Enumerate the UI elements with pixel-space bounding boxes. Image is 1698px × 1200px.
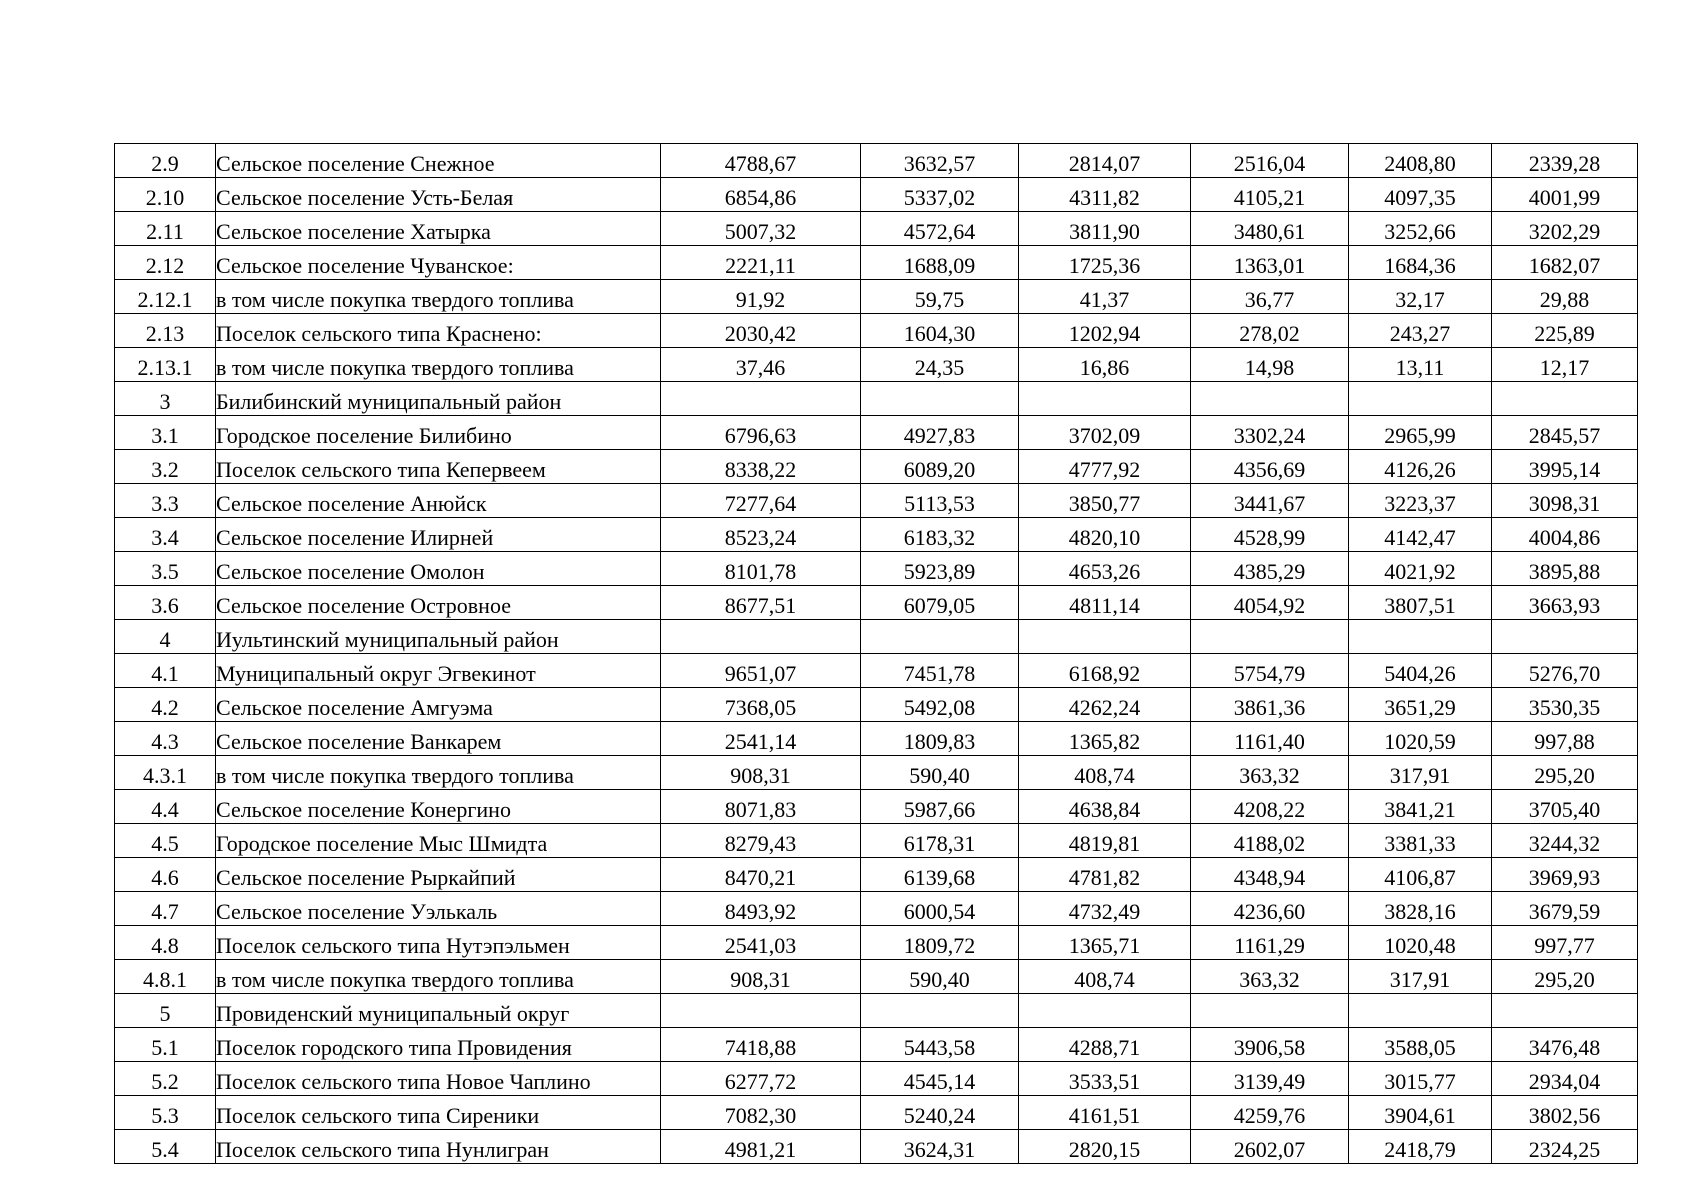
row-number-cell: 2.13.1 xyxy=(115,348,216,382)
value-cell: 997,88 xyxy=(1492,722,1638,756)
value-cell: 408,74 xyxy=(1019,756,1191,790)
value-cell: 29,88 xyxy=(1492,280,1638,314)
value-cell: 3381,33 xyxy=(1349,824,1492,858)
value-cell: 4001,99 xyxy=(1492,178,1638,212)
value-cell: 3895,88 xyxy=(1492,552,1638,586)
row-number-cell: 3.4 xyxy=(115,518,216,552)
value-cell xyxy=(1349,382,1492,416)
value-cell: 3302,24 xyxy=(1191,416,1349,450)
settlement-name-cell: Сельское поселение Ванкарем xyxy=(216,722,661,756)
value-cell: 3480,61 xyxy=(1191,212,1349,246)
value-cell: 3252,66 xyxy=(1349,212,1492,246)
row-number-cell: 2.10 xyxy=(115,178,216,212)
value-cell: 6000,54 xyxy=(861,892,1019,926)
value-cell: 37,46 xyxy=(661,348,861,382)
value-cell: 4161,51 xyxy=(1019,1096,1191,1130)
value-cell: 6139,68 xyxy=(861,858,1019,892)
value-cell: 4528,99 xyxy=(1191,518,1349,552)
row-number-cell: 4.5 xyxy=(115,824,216,858)
value-cell: 6089,20 xyxy=(861,450,1019,484)
table-row xyxy=(115,484,1638,518)
value-cell: 3202,29 xyxy=(1492,212,1638,246)
value-cell: 2221,11 xyxy=(661,246,861,280)
table-row xyxy=(115,586,1638,620)
value-cell: 3588,05 xyxy=(1349,1028,1492,1062)
value-cell: 5113,53 xyxy=(861,484,1019,518)
value-cell: 2030,42 xyxy=(661,314,861,348)
value-cell: 7277,64 xyxy=(661,484,861,518)
value-cell: 5337,02 xyxy=(861,178,1019,212)
table-row xyxy=(115,450,1638,484)
row-number-cell: 4.3.1 xyxy=(115,756,216,790)
settlement-name-cell: Поселок сельского типа Нунлигран xyxy=(216,1130,661,1164)
value-cell: 3841,21 xyxy=(1349,790,1492,824)
value-cell: 4732,49 xyxy=(1019,892,1191,926)
value-cell: 1020,59 xyxy=(1349,722,1492,756)
value-cell xyxy=(861,620,1019,654)
value-cell xyxy=(1191,620,1349,654)
settlement-name-cell: Поселок сельского типа Сиреники xyxy=(216,1096,661,1130)
settlement-name-cell: Сельское поселение Островное xyxy=(216,586,661,620)
value-cell: 363,32 xyxy=(1191,756,1349,790)
table-row xyxy=(115,620,1638,654)
row-number-cell: 4.6 xyxy=(115,858,216,892)
settlement-name-cell: Сельское поселение Усть-Белая xyxy=(216,178,661,212)
value-cell: 2934,04 xyxy=(1492,1062,1638,1096)
value-cell: 2814,07 xyxy=(1019,144,1191,178)
row-number-cell: 3.3 xyxy=(115,484,216,518)
value-cell xyxy=(1492,382,1638,416)
value-cell: 7082,30 xyxy=(661,1096,861,1130)
settlement-name-cell: Городское поселение Билибино xyxy=(216,416,661,450)
settlement-name-cell: Поселок городского типа Провидения xyxy=(216,1028,661,1062)
value-cell: 5404,26 xyxy=(1349,654,1492,688)
value-cell: 4188,02 xyxy=(1191,824,1349,858)
value-cell: 278,02 xyxy=(1191,314,1349,348)
value-cell: 4819,81 xyxy=(1019,824,1191,858)
settlement-name-cell: Сельское поселение Амгуэма xyxy=(216,688,661,722)
table-row xyxy=(115,1028,1638,1062)
value-cell: 3705,40 xyxy=(1492,790,1638,824)
value-cell: 3624,31 xyxy=(861,1130,1019,1164)
value-cell: 3811,90 xyxy=(1019,212,1191,246)
row-number-cell: 4.4 xyxy=(115,790,216,824)
value-cell: 2845,57 xyxy=(1492,416,1638,450)
value-cell: 6277,72 xyxy=(661,1062,861,1096)
value-cell: 590,40 xyxy=(861,756,1019,790)
value-cell: 4348,94 xyxy=(1191,858,1349,892)
table-row xyxy=(115,1096,1638,1130)
table-row xyxy=(115,994,1638,1028)
value-cell: 4236,60 xyxy=(1191,892,1349,926)
value-cell: 4820,10 xyxy=(1019,518,1191,552)
row-number-cell: 4.3 xyxy=(115,722,216,756)
value-cell: 2820,15 xyxy=(1019,1130,1191,1164)
settlement-name-cell: Городское поселение Мыс Шмидта xyxy=(216,824,661,858)
settlement-name-cell: Провиденский муниципальный округ xyxy=(216,994,661,1028)
value-cell: 5754,79 xyxy=(1191,654,1349,688)
value-cell: 4126,26 xyxy=(1349,450,1492,484)
row-number-cell: 5.4 xyxy=(115,1130,216,1164)
table-row xyxy=(115,892,1638,926)
row-number-cell: 3.2 xyxy=(115,450,216,484)
value-cell: 4356,69 xyxy=(1191,450,1349,484)
value-cell: 5276,70 xyxy=(1492,654,1638,688)
value-cell: 3802,56 xyxy=(1492,1096,1638,1130)
row-number-cell: 3.5 xyxy=(115,552,216,586)
value-cell: 6178,31 xyxy=(861,824,1019,858)
value-cell: 1161,40 xyxy=(1191,722,1349,756)
table-row xyxy=(115,552,1638,586)
value-cell: 997,77 xyxy=(1492,926,1638,960)
table-row xyxy=(115,212,1638,246)
value-cell: 3533,51 xyxy=(1019,1062,1191,1096)
value-cell: 8677,51 xyxy=(661,586,861,620)
value-cell: 5007,32 xyxy=(661,212,861,246)
value-cell: 2965,99 xyxy=(1349,416,1492,450)
settlement-name-cell: в том числе покупка твердого топлива xyxy=(216,756,661,790)
value-cell: 4004,86 xyxy=(1492,518,1638,552)
table-row xyxy=(115,416,1638,450)
value-cell: 4262,24 xyxy=(1019,688,1191,722)
value-cell xyxy=(1349,994,1492,1028)
value-cell: 3807,51 xyxy=(1349,586,1492,620)
value-cell: 8470,21 xyxy=(661,858,861,892)
value-cell xyxy=(661,382,861,416)
table-row xyxy=(115,858,1638,892)
value-cell: 4142,47 xyxy=(1349,518,1492,552)
value-cell: 3850,77 xyxy=(1019,484,1191,518)
value-cell: 3098,31 xyxy=(1492,484,1638,518)
value-cell: 13,11 xyxy=(1349,348,1492,382)
value-cell: 3679,59 xyxy=(1492,892,1638,926)
value-cell: 4638,84 xyxy=(1019,790,1191,824)
value-cell: 1809,83 xyxy=(861,722,1019,756)
value-cell: 4777,92 xyxy=(1019,450,1191,484)
value-cell: 4781,82 xyxy=(1019,858,1191,892)
value-cell xyxy=(861,994,1019,1028)
value-cell: 91,92 xyxy=(661,280,861,314)
value-cell: 1161,29 xyxy=(1191,926,1349,960)
value-cell: 2602,07 xyxy=(1191,1130,1349,1164)
row-number-cell: 4 xyxy=(115,620,216,654)
value-cell: 8338,22 xyxy=(661,450,861,484)
value-cell: 2516,04 xyxy=(1191,144,1349,178)
value-cell: 8493,92 xyxy=(661,892,861,926)
table-row xyxy=(115,246,1638,280)
value-cell: 8101,78 xyxy=(661,552,861,586)
value-cell: 590,40 xyxy=(861,960,1019,994)
value-cell: 3969,93 xyxy=(1492,858,1638,892)
value-cell: 3663,93 xyxy=(1492,586,1638,620)
row-number-cell: 5.2 xyxy=(115,1062,216,1096)
value-cell: 1365,82 xyxy=(1019,722,1191,756)
value-cell: 8071,83 xyxy=(661,790,861,824)
value-cell: 8523,24 xyxy=(661,518,861,552)
value-cell xyxy=(1492,994,1638,1028)
value-cell: 16,86 xyxy=(1019,348,1191,382)
table-row xyxy=(115,960,1638,994)
value-cell: 2541,14 xyxy=(661,722,861,756)
value-cell xyxy=(1019,620,1191,654)
settlement-name-cell: Сельское поселение Рыркайпий xyxy=(216,858,661,892)
value-cell: 1725,36 xyxy=(1019,246,1191,280)
table-row xyxy=(115,518,1638,552)
value-cell: 4208,22 xyxy=(1191,790,1349,824)
value-cell: 3995,14 xyxy=(1492,450,1638,484)
settlement-name-cell: в том числе покупка твердого топлива xyxy=(216,348,661,382)
value-cell: 1363,01 xyxy=(1191,246,1349,280)
value-cell: 295,20 xyxy=(1492,960,1638,994)
value-cell: 2408,80 xyxy=(1349,144,1492,178)
table-row xyxy=(115,314,1638,348)
table-row xyxy=(115,790,1638,824)
value-cell: 59,75 xyxy=(861,280,1019,314)
settlement-name-cell: Сельское поселение Анюйск xyxy=(216,484,661,518)
value-cell: 3651,29 xyxy=(1349,688,1492,722)
value-cell: 317,91 xyxy=(1349,756,1492,790)
row-number-cell: 2.12.1 xyxy=(115,280,216,314)
value-cell: 1020,48 xyxy=(1349,926,1492,960)
value-cell: 363,32 xyxy=(1191,960,1349,994)
value-cell: 6183,32 xyxy=(861,518,1019,552)
value-cell: 1682,07 xyxy=(1492,246,1638,280)
row-number-cell: 3 xyxy=(115,382,216,416)
value-cell: 7368,05 xyxy=(661,688,861,722)
value-cell: 6079,05 xyxy=(861,586,1019,620)
value-cell: 3441,67 xyxy=(1191,484,1349,518)
table-row xyxy=(115,756,1638,790)
value-cell: 32,17 xyxy=(1349,280,1492,314)
row-number-cell: 5 xyxy=(115,994,216,1028)
row-number-cell: 5.3 xyxy=(115,1096,216,1130)
settlement-name-cell: Поселок сельского типа Кепервеем xyxy=(216,450,661,484)
value-cell xyxy=(661,994,861,1028)
settlement-name-cell: Сельское поселение Илирней xyxy=(216,518,661,552)
table-row xyxy=(115,824,1638,858)
table-body xyxy=(115,144,1638,1164)
value-cell: 3702,09 xyxy=(1019,416,1191,450)
row-number-cell: 4.1 xyxy=(115,654,216,688)
table-row xyxy=(115,1130,1638,1164)
value-cell: 4021,92 xyxy=(1349,552,1492,586)
value-cell: 908,31 xyxy=(661,960,861,994)
value-cell: 908,31 xyxy=(661,756,861,790)
value-cell: 3904,61 xyxy=(1349,1096,1492,1130)
settlement-name-cell: Билибинский муниципальный район xyxy=(216,382,661,416)
value-cell: 1202,94 xyxy=(1019,314,1191,348)
value-cell: 7418,88 xyxy=(661,1028,861,1062)
table-row xyxy=(115,144,1638,178)
settlement-name-cell: в том числе покупка твердого топлива xyxy=(216,280,661,314)
value-cell: 4311,82 xyxy=(1019,178,1191,212)
table-row xyxy=(115,926,1638,960)
value-cell: 3244,32 xyxy=(1492,824,1638,858)
table-row xyxy=(115,654,1638,688)
value-cell: 3223,37 xyxy=(1349,484,1492,518)
value-cell: 4106,87 xyxy=(1349,858,1492,892)
row-number-cell: 2.11 xyxy=(115,212,216,246)
value-cell: 2418,79 xyxy=(1349,1130,1492,1164)
value-cell: 1684,36 xyxy=(1349,246,1492,280)
value-cell xyxy=(1019,382,1191,416)
value-cell: 4572,64 xyxy=(861,212,1019,246)
value-cell: 4788,67 xyxy=(661,144,861,178)
value-cell xyxy=(1191,382,1349,416)
value-cell: 2324,25 xyxy=(1492,1130,1638,1164)
value-cell: 3906,58 xyxy=(1191,1028,1349,1062)
value-cell: 6168,92 xyxy=(1019,654,1191,688)
table-row xyxy=(115,178,1638,212)
settlement-name-cell: Сельское поселение Конергино xyxy=(216,790,661,824)
value-cell: 225,89 xyxy=(1492,314,1638,348)
row-number-cell: 3.6 xyxy=(115,586,216,620)
value-cell: 4981,21 xyxy=(661,1130,861,1164)
value-cell: 1809,72 xyxy=(861,926,1019,960)
value-cell: 3828,16 xyxy=(1349,892,1492,926)
value-cell: 3530,35 xyxy=(1492,688,1638,722)
value-cell: 4105,21 xyxy=(1191,178,1349,212)
value-cell: 24,35 xyxy=(861,348,1019,382)
row-number-cell: 3.1 xyxy=(115,416,216,450)
value-cell: 5240,24 xyxy=(861,1096,1019,1130)
settlement-name-cell: Поселок сельского типа Краснено: xyxy=(216,314,661,348)
value-cell: 36,77 xyxy=(1191,280,1349,314)
value-cell: 5443,58 xyxy=(861,1028,1019,1062)
value-cell: 4097,35 xyxy=(1349,178,1492,212)
value-cell: 7451,78 xyxy=(861,654,1019,688)
table-row xyxy=(115,280,1638,314)
value-cell: 12,17 xyxy=(1492,348,1638,382)
value-cell: 3476,48 xyxy=(1492,1028,1638,1062)
value-cell: 295,20 xyxy=(1492,756,1638,790)
row-number-cell: 5.1 xyxy=(115,1028,216,1062)
value-cell: 317,91 xyxy=(1349,960,1492,994)
row-number-cell: 4.7 xyxy=(115,892,216,926)
value-cell xyxy=(1191,994,1349,1028)
value-cell: 2541,03 xyxy=(661,926,861,960)
row-number-cell: 2.13 xyxy=(115,314,216,348)
settlement-name-cell: в том числе покупка твердого топлива xyxy=(216,960,661,994)
settlement-name-cell: Сельское поселение Хатырка xyxy=(216,212,661,246)
value-cell xyxy=(1492,620,1638,654)
settlement-name-cell: Поселок сельского типа Нутэпэльмен xyxy=(216,926,661,960)
value-cell: 1604,30 xyxy=(861,314,1019,348)
value-cell: 4927,83 xyxy=(861,416,1019,450)
table-row xyxy=(115,1062,1638,1096)
value-cell: 5987,66 xyxy=(861,790,1019,824)
value-cell: 3139,49 xyxy=(1191,1062,1349,1096)
value-cell: 3632,57 xyxy=(861,144,1019,178)
value-cell: 5492,08 xyxy=(861,688,1019,722)
value-cell xyxy=(1349,620,1492,654)
row-number-cell: 2.9 xyxy=(115,144,216,178)
value-cell: 41,37 xyxy=(1019,280,1191,314)
settlement-name-cell: Поселок сельского типа Новое Чаплино xyxy=(216,1062,661,1096)
value-cell: 6854,86 xyxy=(661,178,861,212)
row-number-cell: 4.2 xyxy=(115,688,216,722)
data-table xyxy=(114,143,1638,1164)
value-cell: 4385,29 xyxy=(1191,552,1349,586)
value-cell: 4259,76 xyxy=(1191,1096,1349,1130)
value-cell xyxy=(1019,994,1191,1028)
value-cell: 4653,26 xyxy=(1019,552,1191,586)
table-row xyxy=(115,382,1638,416)
value-cell: 4545,14 xyxy=(861,1062,1019,1096)
value-cell xyxy=(861,382,1019,416)
value-cell: 4054,92 xyxy=(1191,586,1349,620)
value-cell: 243,27 xyxy=(1349,314,1492,348)
value-cell: 2339,28 xyxy=(1492,144,1638,178)
value-cell: 9651,07 xyxy=(661,654,861,688)
value-cell: 3861,36 xyxy=(1191,688,1349,722)
value-cell: 4811,14 xyxy=(1019,586,1191,620)
row-number-cell: 4.8.1 xyxy=(115,960,216,994)
value-cell: 1365,71 xyxy=(1019,926,1191,960)
settlement-name-cell: Иультинский муниципальный район xyxy=(216,620,661,654)
table-row xyxy=(115,688,1638,722)
value-cell: 8279,43 xyxy=(661,824,861,858)
row-number-cell: 2.12 xyxy=(115,246,216,280)
value-cell: 4288,71 xyxy=(1019,1028,1191,1062)
settlement-name-cell: Сельское поселение Уэлькаль xyxy=(216,892,661,926)
settlement-name-cell: Сельское поселение Чуванское: xyxy=(216,246,661,280)
value-cell: 14,98 xyxy=(1191,348,1349,382)
settlement-name-cell: Муниципальный округ Эгвекинот xyxy=(216,654,661,688)
value-cell: 6796,63 xyxy=(661,416,861,450)
value-cell: 3015,77 xyxy=(1349,1062,1492,1096)
settlement-name-cell: Сельское поселение Омолон xyxy=(216,552,661,586)
table-row xyxy=(115,348,1638,382)
table-row xyxy=(115,722,1638,756)
value-cell: 1688,09 xyxy=(861,246,1019,280)
value-cell: 5923,89 xyxy=(861,552,1019,586)
settlement-name-cell: Сельское поселение Снежное xyxy=(216,144,661,178)
value-cell xyxy=(661,620,861,654)
row-number-cell: 4.8 xyxy=(115,926,216,960)
value-cell: 408,74 xyxy=(1019,960,1191,994)
